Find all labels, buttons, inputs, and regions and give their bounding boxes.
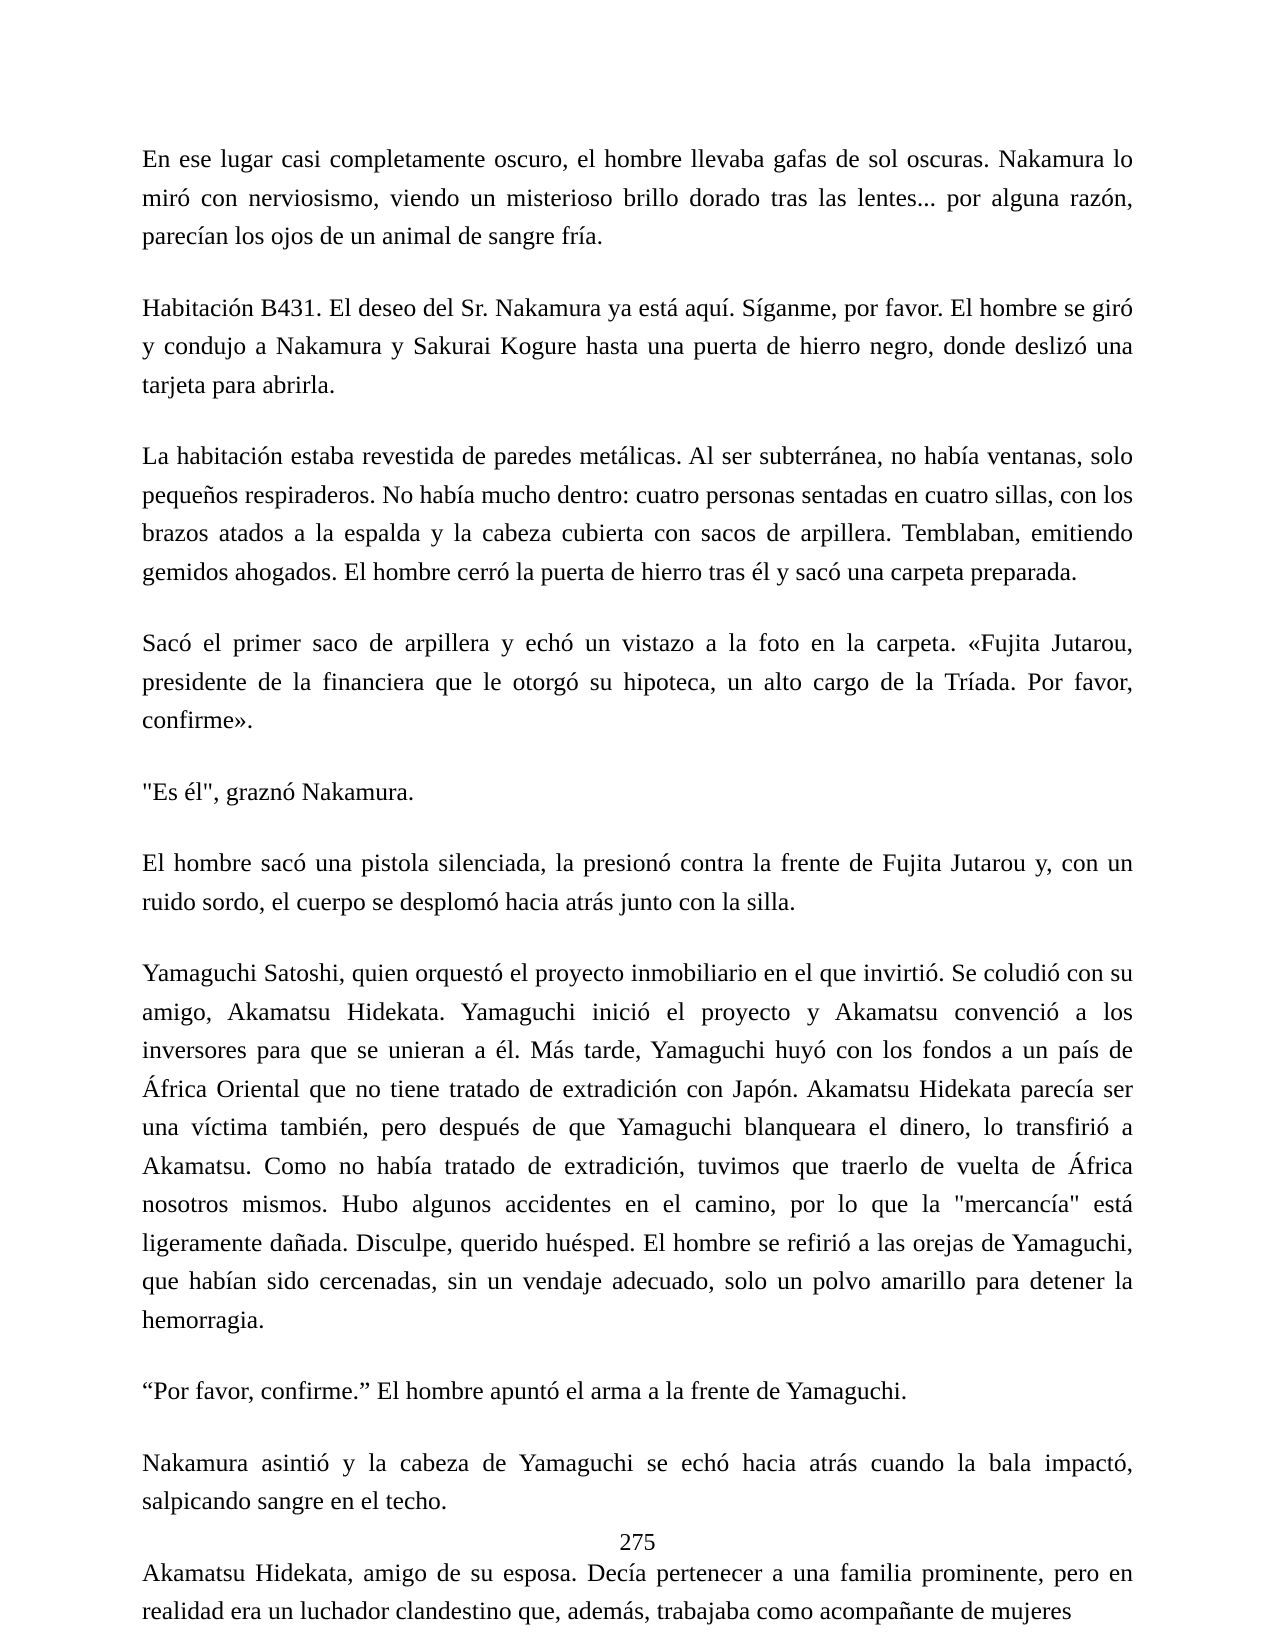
paragraph-6: El hombre sacó una pistola silenciada, la presionó contra la frente de Fujita Jutarou y, con un ruido sordo, el cuerpo se desplomó hacia atrás junto con la silla. bbox=[142, 848, 1133, 916]
page-body-text bbox=[142, 140, 1133, 1631]
paragraph-9: Nakamura asintió y la cabeza de Yamaguchi se echó hacia atrás cuando la bala impactó, salpicando sangre en el techo. bbox=[142, 1447, 1133, 1515]
paragraph-10: Akamatsu Hidekata, amigo de su esposa. Decía pertenecer a una familia prominente, pero en realidad era un luchador clandestino que, además, trabajaba como acompañante de mujeres bbox=[142, 1557, 1133, 1625]
paragraph-5: "Es él", graznó Nakamura. bbox=[142, 776, 415, 806]
paragraph-7: Yamaguchi Satoshi, quien orquestó el proyecto inmobiliario en el que invirtió. Se coludió con su amigo, Akamatsu Hidekata. Yamaguchi inició el proyecto y Akamatsu convenció a los inversores para que se unieran a él. Más tarde, Yamaguchi huyó con los fondos a un país de África Oriental que no tiene tratado de extradición con Japón. Akamatsu Hidekata parecía ser una víctima también, pero después de que Yamaguchi blanqueara el dinero, lo transfirió a Akamatsu. Como no había tratado de extradición, tuvimos que traerlo de vuelta de África nosotros mismos. Hubo algunos accidentes en el camino, por lo que la "mercancía" está ligeramente dañada. Disculpe, querido huésped. El hombre se refirió a las orejas de Yamaguchi, que habían sido cercenadas, sin un vendaje adecuado, solo un polvo amarillo para detener la hemorragia. bbox=[142, 958, 1133, 1334]
paragraph-3: La habitación estaba revestida de paredes metálicas. Al ser subterránea, no había ventanas, solo pequeños respiraderos. No había mucho dentro: cuatro personas sentadas en cuatro sillas, con los brazos atados a la espalda y la cabeza cubierta con sacos de arpillera. Temblaban, emitiendo gemidos ahogados. El hombre cerró la puerta de hierro tras él y sacó una carpeta preparada. bbox=[142, 441, 1133, 586]
paragraph-4: Sacó el primer saco de arpillera y echó un vistazo a la foto en la carpeta. «Fujita Jutarou, presidente de la financiera que le otorgó su hipoteca, un alto cargo de la Tríada. Por favor, confirme». bbox=[142, 628, 1133, 734]
paragraph-2: Habitación B431. El deseo del Sr. Nakamura ya está aquí. Síganme, por favor. El hombre se giró y condujo a Nakamura y Sakurai Kogure hasta una puerta de hierro negro, donde deslizó una tarjeta para abrirla. bbox=[142, 292, 1133, 399]
paragraph-1: En ese lugar casi completamente oscuro, el hombre llevaba gafas de sol oscuras. Nakamura lo miró con nerviosismo, viendo un misterioso brillo dorado tras las lentes... por alguna razón, parecían los ojos de un animal de sangre fría. bbox=[142, 144, 1133, 250]
page-number: 275 bbox=[619, 1530, 656, 1556]
paragraph-8: “Por favor, confirme.” El hombre apuntó el arma a la frente de Yamaguchi. bbox=[142, 1376, 908, 1405]
